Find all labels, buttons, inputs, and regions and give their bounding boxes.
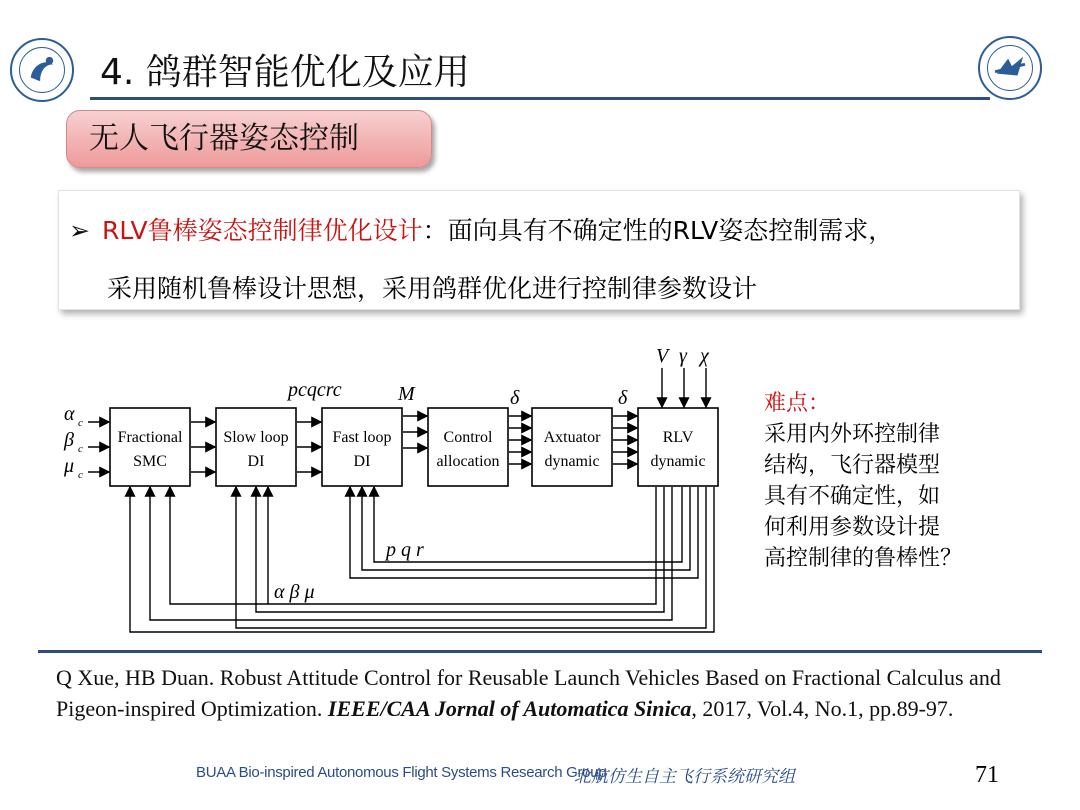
block-rlv: [638, 408, 718, 486]
bullet-highlight: RLV鲁棒姿态控制律优化设计: [101, 216, 423, 245]
page-number: 71: [975, 762, 999, 788]
arrow-bullet-icon: ➢: [69, 216, 90, 245]
section-heading: 无人飞行器姿态控制: [66, 110, 432, 168]
bullet-panel: [58, 190, 1020, 310]
control-block-diagram: [60, 340, 740, 640]
bullet-line-1: [69, 211, 893, 247]
difficulty-note: [764, 388, 962, 574]
block-actuator: [532, 408, 612, 486]
difficulty-line: 何利用参数设计提: [764, 515, 941, 540]
block-6-line2: dynamic: [650, 453, 706, 470]
bullet-line-2: 采用随机鲁棒设计思想，采用鸽群优化进行控制律参数设计: [107, 274, 758, 303]
label-pqrc: pcqcrc: [288, 379, 342, 401]
block-2-line2: DI: [247, 453, 265, 470]
difficulty-title: 难点：: [764, 391, 831, 416]
lab-logo: [10, 38, 74, 102]
block-1-line2: SMC: [133, 453, 167, 470]
block-3-line1: Fast loop: [332, 429, 392, 446]
bullet-text: ：面向具有不确定性的RLV姿态控制需求，: [422, 216, 894, 245]
input-sub-1: c: [78, 417, 83, 429]
difficulty-line: 采用内外环控制律: [764, 422, 941, 447]
block-1-line1: Fractional: [117, 429, 183, 446]
label-feedback-pqr: p q r: [386, 539, 424, 561]
block-slow-loop: [216, 408, 296, 486]
footer-group-name-cn: 北航仿生自主飞行系统研究组: [574, 767, 795, 787]
footer-divider: [38, 650, 1042, 653]
citation-details: , 2017, Vol.4, No.1, pp.89-97.: [691, 696, 954, 721]
label-gamma: γ: [679, 345, 687, 367]
title-divider: [90, 97, 990, 100]
label-feedback-abm: α β μ: [274, 581, 315, 603]
citation: [56, 662, 1046, 724]
label-delta: δ: [618, 387, 628, 409]
footer-group-name: BUAA Bio-inspired Autonomous Flight Systems Research Group: [196, 764, 607, 781]
block-6-line1: RLV: [662, 429, 694, 446]
block-2-line1: Slow loop: [223, 429, 289, 446]
block-fast-loop: [322, 408, 402, 486]
university-logo: [978, 36, 1042, 100]
block-3-line2: DI: [353, 453, 371, 470]
citation-authors-title: Q Xue, HB Duan. Robust Attitude Control for Reusable Launch Vehicles Based on Fractional Calculus and Pigeon-inspired Optimization.: [56, 665, 1001, 721]
label-chi: χ: [700, 345, 709, 367]
label-mc: M: [398, 383, 415, 405]
block-4-line1: Control: [443, 429, 493, 446]
block-5-line1: Axtuator: [543, 429, 601, 446]
input-mu: μ: [64, 455, 75, 477]
label-v: V: [656, 345, 669, 367]
citation-journal: IEEE/CAA Jornal of Automatica Sinica: [327, 696, 692, 721]
input-alpha: α: [64, 403, 75, 425]
difficulty-line: 高控制律的鲁棒性？: [764, 546, 963, 571]
block-5-line2: dynamic: [544, 453, 600, 470]
input-sub-3: c: [78, 469, 83, 481]
label-deltac: δ: [510, 387, 520, 409]
block-control-allocation: [428, 408, 508, 486]
input-sub-2: c: [78, 443, 83, 455]
difficulty-line: 具有不确定性，如: [764, 484, 941, 509]
input-beta: β: [64, 429, 74, 451]
block-4-line2: allocation: [436, 453, 500, 470]
difficulty-line: 结构，飞行器模型: [764, 453, 941, 478]
page-title: 4. 鸽群智能优化及应用: [100, 52, 470, 93]
block-fractional-smc: [110, 408, 190, 486]
